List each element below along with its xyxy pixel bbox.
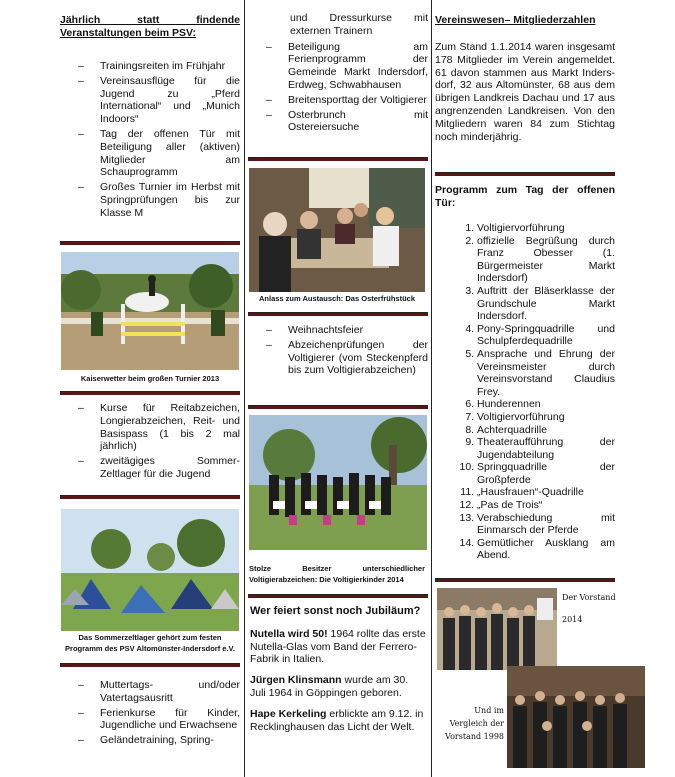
continued-text: und Dressurkurse mit externen Trainern <box>290 12 428 37</box>
list-item: – Weihnachtsfeier <box>288 324 428 337</box>
jubilee-text: 1964 rollte das erste Nutella-Glas vom Band der Ferrero-Fabrik in Italien. <box>250 627 426 666</box>
separator <box>248 594 428 598</box>
list-item: – Kurse für Reitabzeichen, Longierabzeichen, Reit- und Basispass (1 bis 2 mal jährlich) <box>100 402 240 453</box>
program-section <box>435 184 615 562</box>
tournament-photo <box>61 252 239 370</box>
jubilee-title: Wer feiert sonst noch Jubiläum? <box>250 605 421 617</box>
program-item: 10. Springquadrille der Großpferde <box>477 461 615 486</box>
program-item: 2. offizielle Begrüßung durch Franz Obesser (1. Bürgermeister Markt Indersdorf) <box>477 235 615 285</box>
program-item: 14. Gemütlicher Ausklang am Abend. <box>477 537 615 562</box>
list-item: – Muttertags- und/oder Vatertagsausritt <box>100 679 240 705</box>
separator <box>60 241 240 245</box>
events-heading: Jährlich statt findende Veranstaltungen beim PSV: <box>60 14 240 39</box>
separator <box>60 391 240 395</box>
jubilee-name: Jürgen Klinsmann <box>250 674 342 687</box>
voltigier-photo <box>249 415 427 550</box>
jubilee-entry <box>250 708 426 734</box>
jubilee-section <box>250 605 426 741</box>
program-item: 12. „Pas de Trois“ <box>477 499 615 512</box>
jubilee-entry <box>250 628 426 666</box>
courses-list <box>60 402 240 481</box>
program-item: 8. Achterquadrille <box>477 424 615 437</box>
program-item: 4. Pony-Springquadrille und Schulpferdequadrille <box>477 323 615 348</box>
board-2014-year: 2014 <box>562 615 583 624</box>
jubilee-list <box>250 628 426 734</box>
jubilee-name: Nutella wird 50! <box>250 627 328 640</box>
list-item: – Geländetraining, Spring- <box>100 734 240 747</box>
separator <box>60 495 240 499</box>
program-item: 1. Voltigiervorführung <box>477 222 615 235</box>
separator <box>435 172 615 176</box>
jubilee-entry <box>250 674 426 700</box>
events-list <box>60 60 240 220</box>
separator <box>248 157 428 161</box>
jubilee-text: erblickte am 9.12. in Recklinghausen das Licht der Welt. <box>250 707 424 733</box>
list-item: – Vereinsausflüge für die Jugend zu „Pferd International“ und „Munich Indoors“ <box>100 75 240 126</box>
board-1998-label-line: Vorstand 1998 <box>445 732 504 741</box>
board-1998-label-line: Vergleich der <box>449 719 504 728</box>
program-heading: Programm zum Tag der offenen Tür: <box>435 184 615 209</box>
separator <box>248 405 428 409</box>
more-events-section <box>60 679 240 749</box>
list-item: – Beteiligung am Ferienprogramm der Gemeinde Markt Indersdorf, Erdweg, Schwabhausen <box>288 41 428 92</box>
column-2 <box>248 12 428 136</box>
board-1998-label-line: Und im <box>474 706 504 715</box>
column-divider <box>244 0 245 777</box>
photo-caption: Kaiserwetter beim großen Turnier 2013 <box>80 374 220 383</box>
camp-photo <box>61 509 239 631</box>
list-item: – zweitägiges Sommer-Zeltlager für die Jugend <box>100 455 240 481</box>
list-item: – Trainingsreiten im Frühjahr <box>100 60 240 73</box>
photo-caption: Das Sommerzeltlager gehört zum festen Programm des PSV Altomünster-Indersdorf e.V. <box>65 633 235 653</box>
jubilee-name: Hape Kerkeling <box>250 707 327 720</box>
board-2014-photo <box>437 588 557 670</box>
program-item: 9. Theateraufführung der Jugendabteilung <box>477 436 615 461</box>
courses-section <box>60 402 240 483</box>
column-divider <box>431 0 432 777</box>
column-1 <box>60 0 240 222</box>
separator <box>435 578 615 582</box>
winter-section <box>248 324 428 379</box>
photo-caption: Stolze Besitzer unterschiedlicher Voltigierabzeichen: Die Voltigierkinder 2014 <box>249 564 425 584</box>
program-item: 3. Auftritt der Bläserklasse der Grundschule Markt Indersdorf. <box>477 285 615 323</box>
jubilee-text: wurde am 30. Juli 1964 in Göppingen geboren. <box>250 674 409 699</box>
brunch-photo <box>249 168 425 292</box>
program-list <box>248 41 428 135</box>
program-ordered-list <box>435 222 615 562</box>
members-heading: Vereinswesen– Mitgliederzahlen <box>435 14 596 26</box>
separator <box>60 663 240 667</box>
program-item: 7. Voltigiervorführung <box>477 411 615 424</box>
winter-list <box>248 324 428 377</box>
more-events-list <box>60 679 240 747</box>
list-item: – Ferienkurse für Kinder, Jugendliche und Erwachsene <box>100 707 240 733</box>
separator <box>248 312 428 316</box>
program-item: 13. Verabschiedung mit Einmarsch der Pferde <box>477 512 615 537</box>
list-item: – Osterbrunch mit Ostereiersuche <box>288 109 428 135</box>
list-item: – Breitensporttag der Voltigierer <box>288 94 428 107</box>
list-item: – Großes Turnier im Herbst mit Springprüfungen bis zur Klasse M <box>100 181 240 219</box>
members-text: Zum Stand 1.1.2014 waren insgesamt 178 Mitglieder im Verein angemeldet. 61 davon stammen aus Markt Inders-dorf, 32 aus Altomünster, 68 aus dem übrigen Landkreis Dachau und 17 aus angrenzenden Landkreisen. Von den Mitgliedern waren 84 zum Stichtag noch minderjährig. <box>435 41 615 143</box>
board-1998-label <box>438 704 504 743</box>
board-2014-label: Der Vorstand <box>562 593 616 602</box>
list-item: – Tag der offenen Tür mit Beteiligung aller (aktiven) Mitglieder am Schauprogramm <box>100 128 240 179</box>
program-item: 5. Ansprache und Ehrung der Vereinsmeister durch Vereinsvorstand Claudius Frey. <box>477 348 615 398</box>
program-item: 6. Hunderennen <box>477 398 615 411</box>
column-3 <box>435 14 615 143</box>
program-item: 11. „Hausfrauen“-Quadrille <box>477 486 615 499</box>
list-item: – Abzeichenprüfungen der Voltigierer (vom Steckenpferd bis zum Voltigierabzeichen) <box>288 339 428 377</box>
board-1998-photo <box>507 666 645 768</box>
photo-caption: Anlass zum Austausch: Das Osterfrühstück <box>258 294 415 303</box>
